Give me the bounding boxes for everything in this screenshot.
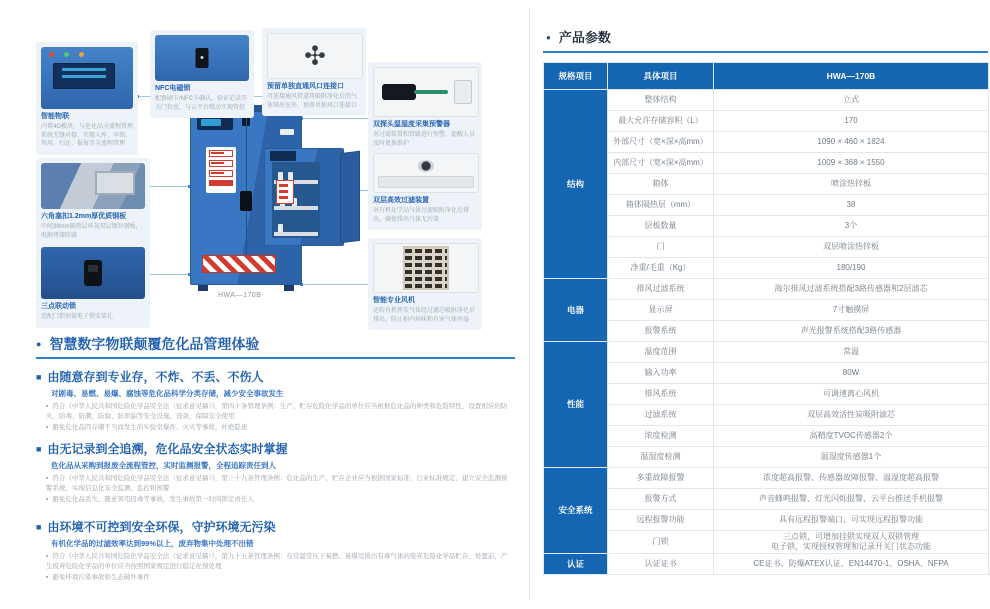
feature-heading: ■ 由随意存到专业存，不炸、不丢、不伤人 [36, 368, 518, 385]
spec-item-cell: 层板数量 [608, 216, 714, 237]
spec-value-cell: 喷涂热锌板 [714, 174, 989, 195]
feature-block-2 [36, 440, 518, 505]
spec-value-cell: 可调速离心风机 [714, 384, 989, 405]
spec-group-cell: 性能 [544, 342, 608, 468]
spec-row [544, 279, 989, 300]
spec-row [544, 174, 989, 195]
spec-row [544, 363, 989, 384]
spec-item-cell: 报警方式 [608, 489, 714, 510]
spec-row [544, 300, 989, 321]
callout-filter-unit [368, 148, 482, 230]
warning-sticker [206, 147, 236, 193]
spec-item-cell: 箱体隔热层（mm） [608, 195, 714, 216]
spec-value-cell: 双层喷涂热锌板 [714, 237, 989, 258]
spec-value-cell: 浓度超高报警、传感器故障报警、温湿度超高报警 [714, 468, 989, 489]
callout-label: NFC电磁锁 [155, 85, 191, 92]
cable-image [373, 67, 479, 117]
callout-label: 预留单独直通风口连接口 [267, 83, 344, 90]
spec-row [544, 237, 989, 258]
spec-item-cell: 过滤系统 [608, 405, 714, 426]
spec-row [544, 90, 989, 111]
fan-icon: ✣ [267, 33, 363, 79]
callout-desc: 配套刷卡/NFC卡确认，验证记录开关门信息，与云平台联动实现管控 [155, 96, 247, 111]
feature-bullet: ▪ 避免危化品因存储不当而发生的实验室爆炸、火灾等事故，杜绝隐患 [46, 423, 518, 433]
spec-value-cell: 声音蜂鸣报警、灯光闪烁报警、云平台推送手机报警 [714, 489, 989, 510]
open-cabinet-image [264, 148, 344, 246]
spec-group-cell: 电器 [544, 279, 608, 342]
spec-row [544, 489, 989, 510]
callout-desc: 对过滤装置和管路进行预警，提醒人员及时更换维护 [373, 132, 476, 147]
spec-row [544, 531, 989, 554]
spec-value-cell: 海尔排风过滤系统搭配3路传感器和2层滤芯 [714, 279, 989, 300]
callout-desc: 中间38mm隔热层环氧双层镀锌钢板，电解烤漆防腐 [41, 224, 142, 239]
callout-label: 三点联动锁 [41, 303, 76, 310]
spec-row [544, 342, 989, 363]
connector-line [302, 118, 368, 119]
spec-header-model: HWA—170B [714, 63, 989, 90]
hazard-stripes [202, 255, 276, 273]
spec-item-cell: 内部尺寸（宽×深×高mm） [608, 153, 714, 174]
cabinet-caption: HWA—170B [218, 292, 262, 299]
cabinet-logo [280, 129, 294, 135]
feature-block-1 [36, 368, 518, 433]
spec-row [544, 510, 989, 531]
spec-value-cell: 3个 [714, 216, 989, 237]
callout-smart-iot [36, 42, 138, 155]
spec-item-cell: 温度范围 [608, 342, 714, 363]
cabinet-feet [198, 285, 208, 291]
spec-row [544, 258, 989, 279]
callout-label: 六角塞扣1.2mm厚优质钢板 [41, 213, 127, 220]
feature-heading: ■ 由无记录到全追溯，危化品安全状态实时掌握 [36, 440, 518, 457]
shelf [274, 232, 318, 236]
shelf-image [41, 163, 145, 209]
spec-value-cell: CE证书、防爆ATEX认证、EN14470-1、OSHA、NFPA [714, 554, 989, 575]
bottle [278, 172, 283, 180]
spec-value-cell: 180/190 [714, 258, 989, 279]
connector-line [150, 274, 190, 275]
warning-sticker [276, 180, 294, 204]
callout-label: 双层高效过滤装置 [373, 197, 429, 204]
spec-row [544, 111, 989, 132]
feature-subheading: 对剧毒、易燃、易爆、腐蚀等危化品科学分类存储，减少安全事故发生 [51, 389, 284, 398]
spec-item-cell: 最大允许存储容积（L） [608, 111, 714, 132]
spec-item-cell: 整体结构 [608, 90, 714, 111]
callout-three-point-lock [36, 242, 150, 328]
feature-bullet: ▪ 符合《中华人民共和国危险化学品安全法（征求意见稿）》，第四十条管理条例：生产、贮存危险化学品的单位应当根据危化品的种类和危险特性，设置相应的防火、防毒、防潮、防腐、防泄漏等安全设施、设备，保障安全使用 [46, 402, 518, 422]
callout-desc: 内置4G模块，与危化品全流程管理系统无缝对接，实现入库、申领、领用、归还、报废等全流程管理 [41, 124, 134, 148]
callout-desc: 可连接通风管道将吸附净化后的气体排出室外，预留单独风口连接口 [267, 94, 358, 109]
bottle [278, 224, 283, 232]
feature-bullet: ▪ 避免环境污染事故和生态破坏事件 [46, 573, 518, 583]
callout-pro-fan [368, 238, 482, 330]
spec-row [544, 384, 989, 405]
spec-value-cell: 三点锁，可增加挂锁实现双人双锁管理 电子锁，实现授权管理和记录开关门状态功能 [714, 531, 989, 554]
callout-nfc-lock [150, 30, 254, 118]
feature-bullet: ▪ 符合《中华人民共和国危险化学品安全法（征求意见稿）》，第三十九条管理条例：危化品的生产、贮存企业应当根据国家标准、行业标准规定，建立安全监测预警系统，实现信息化安全监测、监控和预警 [46, 474, 518, 494]
callout-desc: 对有机化学品气体过滤吸附净化后排出，确保排出气体无污染 [373, 208, 470, 223]
lock-image [41, 247, 145, 299]
spec-value-cell: 声光报警系统搭配3路传感器 [714, 321, 989, 342]
filter-image [373, 153, 479, 193]
spec-value-cell: 80W [714, 363, 989, 384]
spec-group-cell: 认证 [544, 554, 608, 575]
spec-item-cell: 门锁 [608, 531, 714, 554]
callout-steel-plate [36, 158, 150, 246]
spec-value-cell: 1009 × 368 × 1550 [714, 153, 989, 174]
spec-value-cell: 170 [714, 111, 989, 132]
section-title-underline [36, 357, 515, 359]
bottle [288, 172, 293, 180]
spec-table-body [544, 90, 989, 575]
spec-item-cell: 门 [608, 237, 714, 258]
callout-probe-sensor [368, 62, 482, 154]
spec-value-cell: 立式 [714, 90, 989, 111]
open-door [340, 151, 360, 243]
spec-row [544, 321, 989, 342]
section-title: ● 智慧数字物联颠覆危化品管理体验 [36, 334, 259, 354]
spec-header-item: 具体项目 [608, 63, 714, 90]
spec-group-cell: 安全系统 [544, 468, 608, 554]
spec-row [544, 447, 989, 468]
cabinet-door-split [246, 115, 247, 263]
spec-item-cell: 报警系统 [608, 321, 714, 342]
spec-item-cell: 排风系统 [608, 384, 714, 405]
spec-row [544, 468, 989, 489]
spec-header-category: 规格项目 [544, 63, 608, 90]
smart-panel-image [41, 47, 133, 109]
spec-item-cell: 远程报警功能 [608, 510, 714, 531]
feature-block-3 [36, 518, 518, 583]
callout-desc: 适配门锁预留电子锁安装孔 [41, 314, 114, 321]
callout-desc: 运转有机挥发气体经过滤芯吸附净化后排出，防止柜内异味和有害气体外溢 [373, 308, 476, 323]
spec-item-cell: 输入功率 [608, 363, 714, 384]
spec-value-cell: 双层高效活性炭吸附滤芯 [714, 405, 989, 426]
spec-row [544, 426, 989, 447]
spec-value-cell: 具有远程报警端口、可实现远程报警功能 [714, 510, 989, 531]
spec-row [544, 405, 989, 426]
spec-item-cell: 净重/毛重（Kg） [608, 258, 714, 279]
feature-subheading: 有机化学品的过滤效率达到99%以上，废弃物集中处理不出错 [51, 539, 254, 548]
spec-value-cell: 常温 [714, 342, 989, 363]
spec-item-cell: 显示屏 [608, 300, 714, 321]
spec-value-cell: 7寸触摸屏 [714, 300, 989, 321]
page-divider [529, 8, 530, 600]
cabinet-handle [240, 191, 252, 211]
vent-grid-image [373, 243, 479, 293]
spec-item-cell: 认证证书 [608, 554, 714, 575]
callout-label: 智能专业风机 [373, 297, 415, 304]
spec-group-cell: 结构 [544, 90, 608, 279]
spec-row [544, 554, 989, 575]
spec-value-cell: 1090 × 460 × 1824 [714, 132, 989, 153]
feature-heading: ■ 由环境不可控到安全环保，守护环境无污染 [36, 518, 518, 535]
spec-item-cell: 多重故障报警 [608, 468, 714, 489]
shelf [274, 206, 318, 210]
spec-item-cell: 排风过滤系统 [608, 279, 714, 300]
spec-item-cell: 浓度检测 [608, 426, 714, 447]
spec-row [544, 216, 989, 237]
feature-bullet: ▪ 符合《中华人民共和国危险化学品安全法（征求意见稿）》，第九十五条管理条例：在常温常压下易燃、易爆及排出有毒气体的废弃危险化学品贮存、处置前，产生废弃危险化学品的单位应当按照国家规定进行稳定化预处理 [46, 552, 518, 572]
spec-table [543, 62, 989, 575]
nfc-image [155, 35, 249, 81]
spec-section-title: ● 产品参数 [546, 27, 611, 46]
callout-label: 双探头温湿度采集预警器 [373, 121, 450, 128]
callout-air-vent-port [262, 28, 366, 116]
connector-line [302, 284, 368, 285]
callout-label: 智能物联 [41, 113, 69, 120]
cabinet-control-panel [270, 151, 296, 161]
spec-value-cell: 温湿度传感器1个 [714, 447, 989, 468]
spec-header-row [544, 63, 989, 90]
spec-row [544, 195, 989, 216]
spec-item-cell: 温湿度检测 [608, 447, 714, 468]
spec-item-cell: 箱体 [608, 174, 714, 195]
spec-value-cell: 高精度TVOC传感器2个 [714, 426, 989, 447]
feature-subheading: 危化品从采购到报废全流程管控，实时监测报警，全程追踪责任到人 [51, 461, 276, 470]
spec-row [544, 132, 989, 153]
spec-title-underline [543, 51, 988, 53]
feature-bullet: ▪ 避免危化品丢失、随意领用投毒等事故，发生事故第一时间锁定责任人 [46, 495, 518, 505]
connector-line [150, 186, 190, 187]
spec-row [544, 153, 989, 174]
spec-value-cell: 38 [714, 195, 989, 216]
spec-item-cell: 外部尺寸（宽×深×高mm） [608, 132, 714, 153]
